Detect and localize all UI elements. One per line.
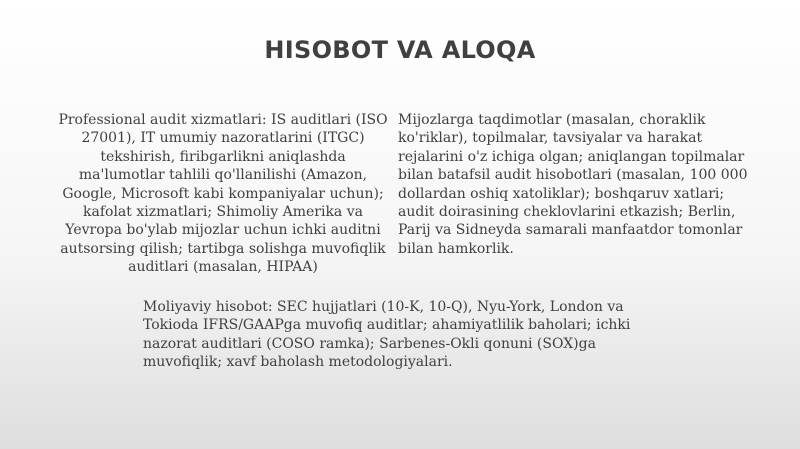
left-text-block: Professional audit xizmatlari: IS auditlari (ISO 27001), IT umumiy nazoratlarini (ITGC) tekshirish, firibgarlikni aniqlashda ma'lumotlar tahlili qo'llanilishi (Amazon, Google, Microsoft kabi kompaniyalar uchun); kafolat xizmatlari; Shimoliy Amerika va Yevropa bo'ylab mijozlar uchun ichki auditni autsorsing qilish; tartibga solishga muvofiqlik auditlari (masalan, HIPAA) [58, 112, 388, 276]
slide-title: HISOBOT VA ALOQA [264, 36, 536, 64]
bottom-text-block: Moliyaviy hisobot: SEC hujjatlari (10-K, 10-Q), Nyu-York, London va Tokioda IFRS/GAAPga muvofiq auditlar; ahamiyatlilik baholari; ichki nazorat auditlari (COSO ramka); Sarbenes-Okli qonuni (SOX)ga muvofiqlik; xavf baholash metodologiyalari. [143, 299, 631, 371]
right-text-block: Mijozlarga taqdimotlar (masalan, choraklik ko'riklar), topilmalar, tavsiyalar va harakat rejalarini o'z ichiga olgan; aniqlangan topilmalar bilan batafsil audit hisobotlari (masalan, 100 000 dollardan oshiq xatoliklar); boshqaruv xatlari; audit doirasining cheklovlarini etkazish; Berlin, Parij va Sidneyda samarali manfaatdor tomonlar bilan hamkorlik. [398, 112, 748, 257]
